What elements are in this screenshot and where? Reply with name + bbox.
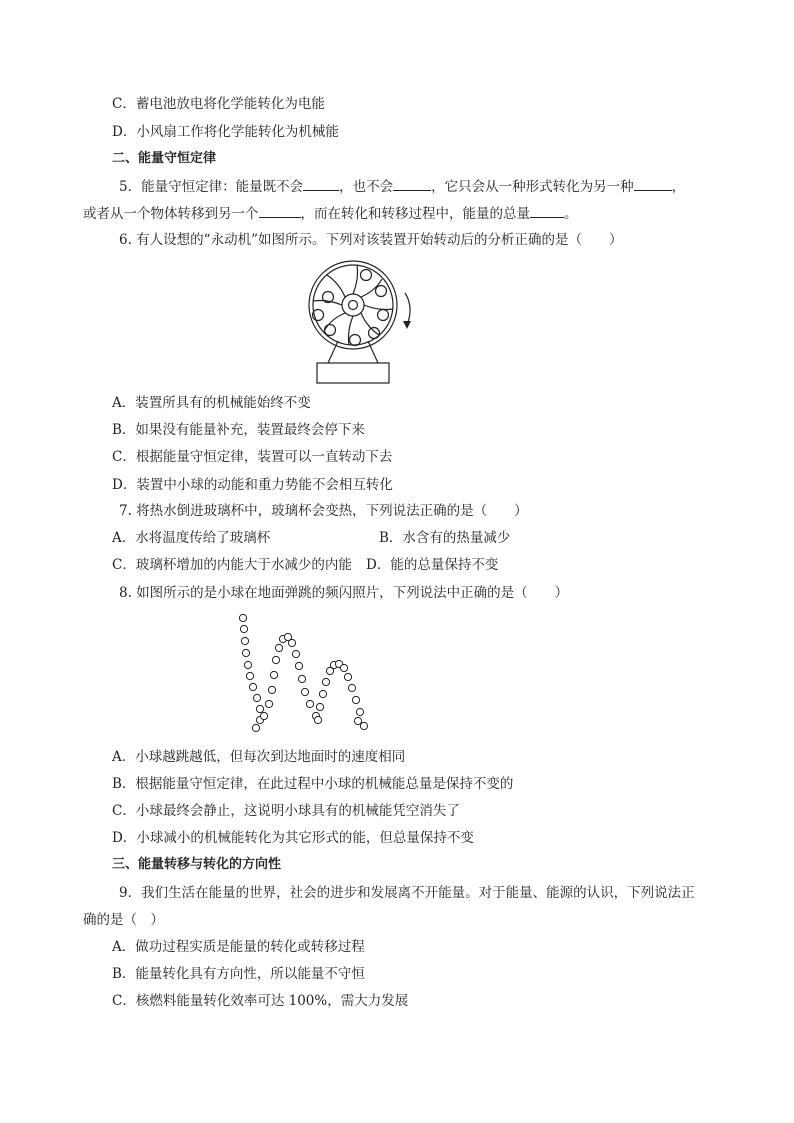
wheel-hub xyxy=(342,294,364,316)
ball-image xyxy=(340,664,347,671)
q5-text-6: ，而在转化和转移过程中，能量的总量 xyxy=(300,206,530,222)
q5-blank-5[interactable] xyxy=(530,204,564,218)
ball-image xyxy=(344,673,351,680)
ball-image xyxy=(354,717,361,724)
ball-image xyxy=(292,650,299,657)
q5-text-4: ， xyxy=(671,179,686,195)
ball-image xyxy=(239,614,246,621)
q8-option-b: B．根据能量守恒定律，在此过程中小球的机械能总量是保持不变的 xyxy=(112,776,514,792)
q6-option-d: D．装置中小球的动能和重力势能不会相互转化 xyxy=(112,477,393,493)
q7-option-d: D．能的总量保持不变 xyxy=(366,557,499,573)
ball-image xyxy=(253,694,260,701)
q9-stem-line1: 9．我们生活在能量的世界，社会的进步和发展离不开能量。对于能量、能源的认识，下列说法正 xyxy=(119,885,695,901)
q5-blank-3[interactable] xyxy=(634,177,672,191)
ball-image xyxy=(316,703,323,710)
ball-image xyxy=(298,675,305,682)
q6-option-c: C．根据能量守恒定律，装置可以一直转动下去 xyxy=(112,449,393,465)
q5-blank-4[interactable] xyxy=(259,204,301,218)
ball-image xyxy=(356,708,363,715)
q5-line1 xyxy=(119,177,685,196)
perpetual-motion-machine-figure xyxy=(300,255,420,387)
q5-text-7: 。 xyxy=(564,206,578,222)
q5-text-1: 5．能量守恒定律：能量既不会 xyxy=(119,179,304,195)
q9-option-b: B．能量转化具有方向性，所以能量不守恒 xyxy=(112,966,365,982)
q9-option-a: A．做功过程实质是能量的转化或转移过程 xyxy=(112,939,365,955)
ball-image xyxy=(348,684,355,691)
q5-text-2: ，也不会 xyxy=(339,179,394,195)
q8-option-a: A．小球越跳越低，但每次到达地面时的速度相同 xyxy=(112,749,406,765)
q8-stem: 8. 如图所示的是小球在地面弹跳的频闪照片，下列说法中正确的是（ ） xyxy=(119,585,569,601)
ball-image xyxy=(306,700,313,707)
q6-option-b: B．如果没有能量补充，装置最终会停下来 xyxy=(112,422,365,438)
ball-image xyxy=(275,644,282,651)
q5-blank-2[interactable] xyxy=(393,177,431,191)
rotation-arrowhead-icon xyxy=(403,321,411,329)
ball-image xyxy=(319,690,326,697)
ball-image xyxy=(288,639,295,646)
ball-image xyxy=(260,712,267,719)
q4-option-c: C．蓄电池放电将化学能转化为电能 xyxy=(112,96,325,112)
q6-stem: 6. 有人设想的“永动机”如图所示。下列对该装置开始转动后的分析正确的是（ ） xyxy=(119,232,623,248)
ball-image xyxy=(272,656,279,663)
q9-option-c: C．核燃料能量转化效率可达 100%，需大力发展 xyxy=(112,993,409,1009)
ball-image xyxy=(295,662,302,669)
machine-base xyxy=(317,363,389,383)
ball-image xyxy=(322,678,329,685)
ball-image xyxy=(241,637,248,644)
ball-image xyxy=(252,724,259,731)
rotation-arrow xyxy=(405,293,410,325)
ball-image xyxy=(360,722,367,729)
q6-option-a: A．装置所具有的机械能始终不变 xyxy=(112,395,311,411)
q8-option-c: C．小球最终会静止，这说明小球具有的机械能凭空消失了 xyxy=(112,803,460,819)
ball-image xyxy=(301,688,308,695)
q7-option-b: B．水含有的热量减少 xyxy=(379,530,511,546)
ball-image xyxy=(268,686,275,693)
q4-option-d: D．小风扇工作将化学能转化为机械能 xyxy=(112,124,339,140)
wheel-axle xyxy=(349,301,358,310)
q5-line2 xyxy=(83,204,578,223)
wheel-outer-rim xyxy=(309,261,397,349)
section3-heading: 三、能量转移与转化的方向性 xyxy=(112,857,282,872)
ball-image xyxy=(352,696,359,703)
bouncing-ball-photo-figure xyxy=(230,608,390,738)
q8-option-d: D．小球减小的机械能转化为其它形式的能，但总量保持不变 xyxy=(112,830,474,846)
ball-image xyxy=(314,716,321,723)
ball-image xyxy=(249,683,256,690)
q5-text-5: 或者从一个物体转移到另一个 xyxy=(83,206,259,222)
ball-image xyxy=(265,700,272,707)
ball-image xyxy=(246,672,253,679)
ball-image xyxy=(240,625,247,632)
ball-image xyxy=(242,649,249,656)
q5-blank-1[interactable] xyxy=(303,177,339,191)
q7-option-a: A．水将温度传给了玻璃杯 xyxy=(112,530,271,546)
section2-heading: 二、能量守恒定律 xyxy=(112,151,217,166)
q7-stem: 7. 将热水倒进玻璃杯中，玻璃杯会变热，下列说法正确的是（ ） xyxy=(119,503,528,519)
q7-option-c: C．玻璃杯增加的内能大于水减少的内能 xyxy=(112,557,352,573)
machine-stand xyxy=(328,341,378,363)
ball-image xyxy=(244,661,251,668)
ball-image xyxy=(256,705,263,712)
q9-stem-line2: 确的是（ ） xyxy=(83,912,164,928)
q5-text-3: ，它只会从一种形式转化为另一种 xyxy=(431,179,634,195)
ball-image xyxy=(270,671,277,678)
